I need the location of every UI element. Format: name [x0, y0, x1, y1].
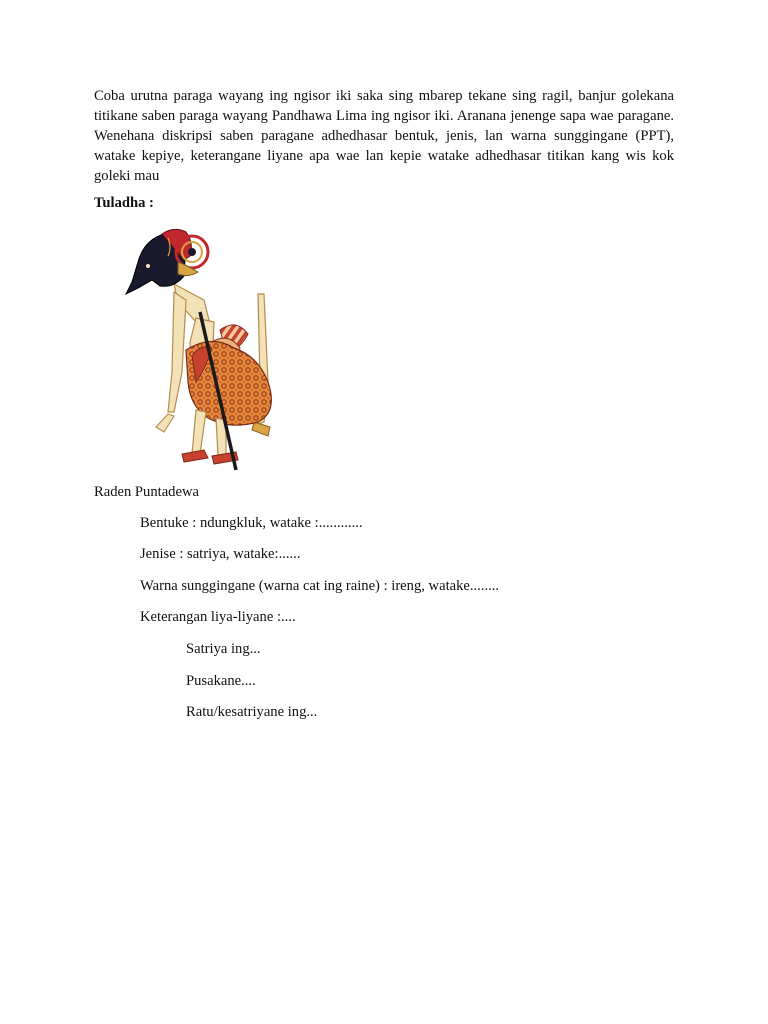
detail-other: Keterangan liya-liyane :.... [140, 609, 296, 625]
detail-color: Warna sunggingane (warna cat ing raine) : ireng, watake........ [140, 578, 500, 594]
example-heading: Tuladha : [94, 195, 154, 211]
sub-detail-ratu: Ratu/kesatriyane ing... [186, 704, 318, 720]
intro-paragraph: Coba urutna paraga wayang ing ngisor iki saka sing mbarep tekane sing ragil, banjur golekana titikane saben paraga wayang Pandhawa Lima ing ngisor iki. Aranana jenenge sapa wae paragane. Wenehana diskripsi saben paragane adhedhasar bentuk, jenis, lan warna sunggingane (PPT), watake kepiye, keterangane liyane apa wae lan kepie watake adhedhasar titikan kang wis kok goleki mau [94, 88, 674, 184]
detail-type: Jenise : satriya, watake:...... [140, 546, 301, 562]
sub-detail-satriya: Satriya ing... [186, 641, 261, 657]
character-name: Raden Puntadewa [94, 484, 199, 500]
detail-shape: Bentuke : ndungkluk, watake :............ [140, 515, 363, 531]
wayang-puppet-image [108, 222, 278, 472]
sub-detail-pusaka: Pusakane.... [186, 673, 256, 689]
